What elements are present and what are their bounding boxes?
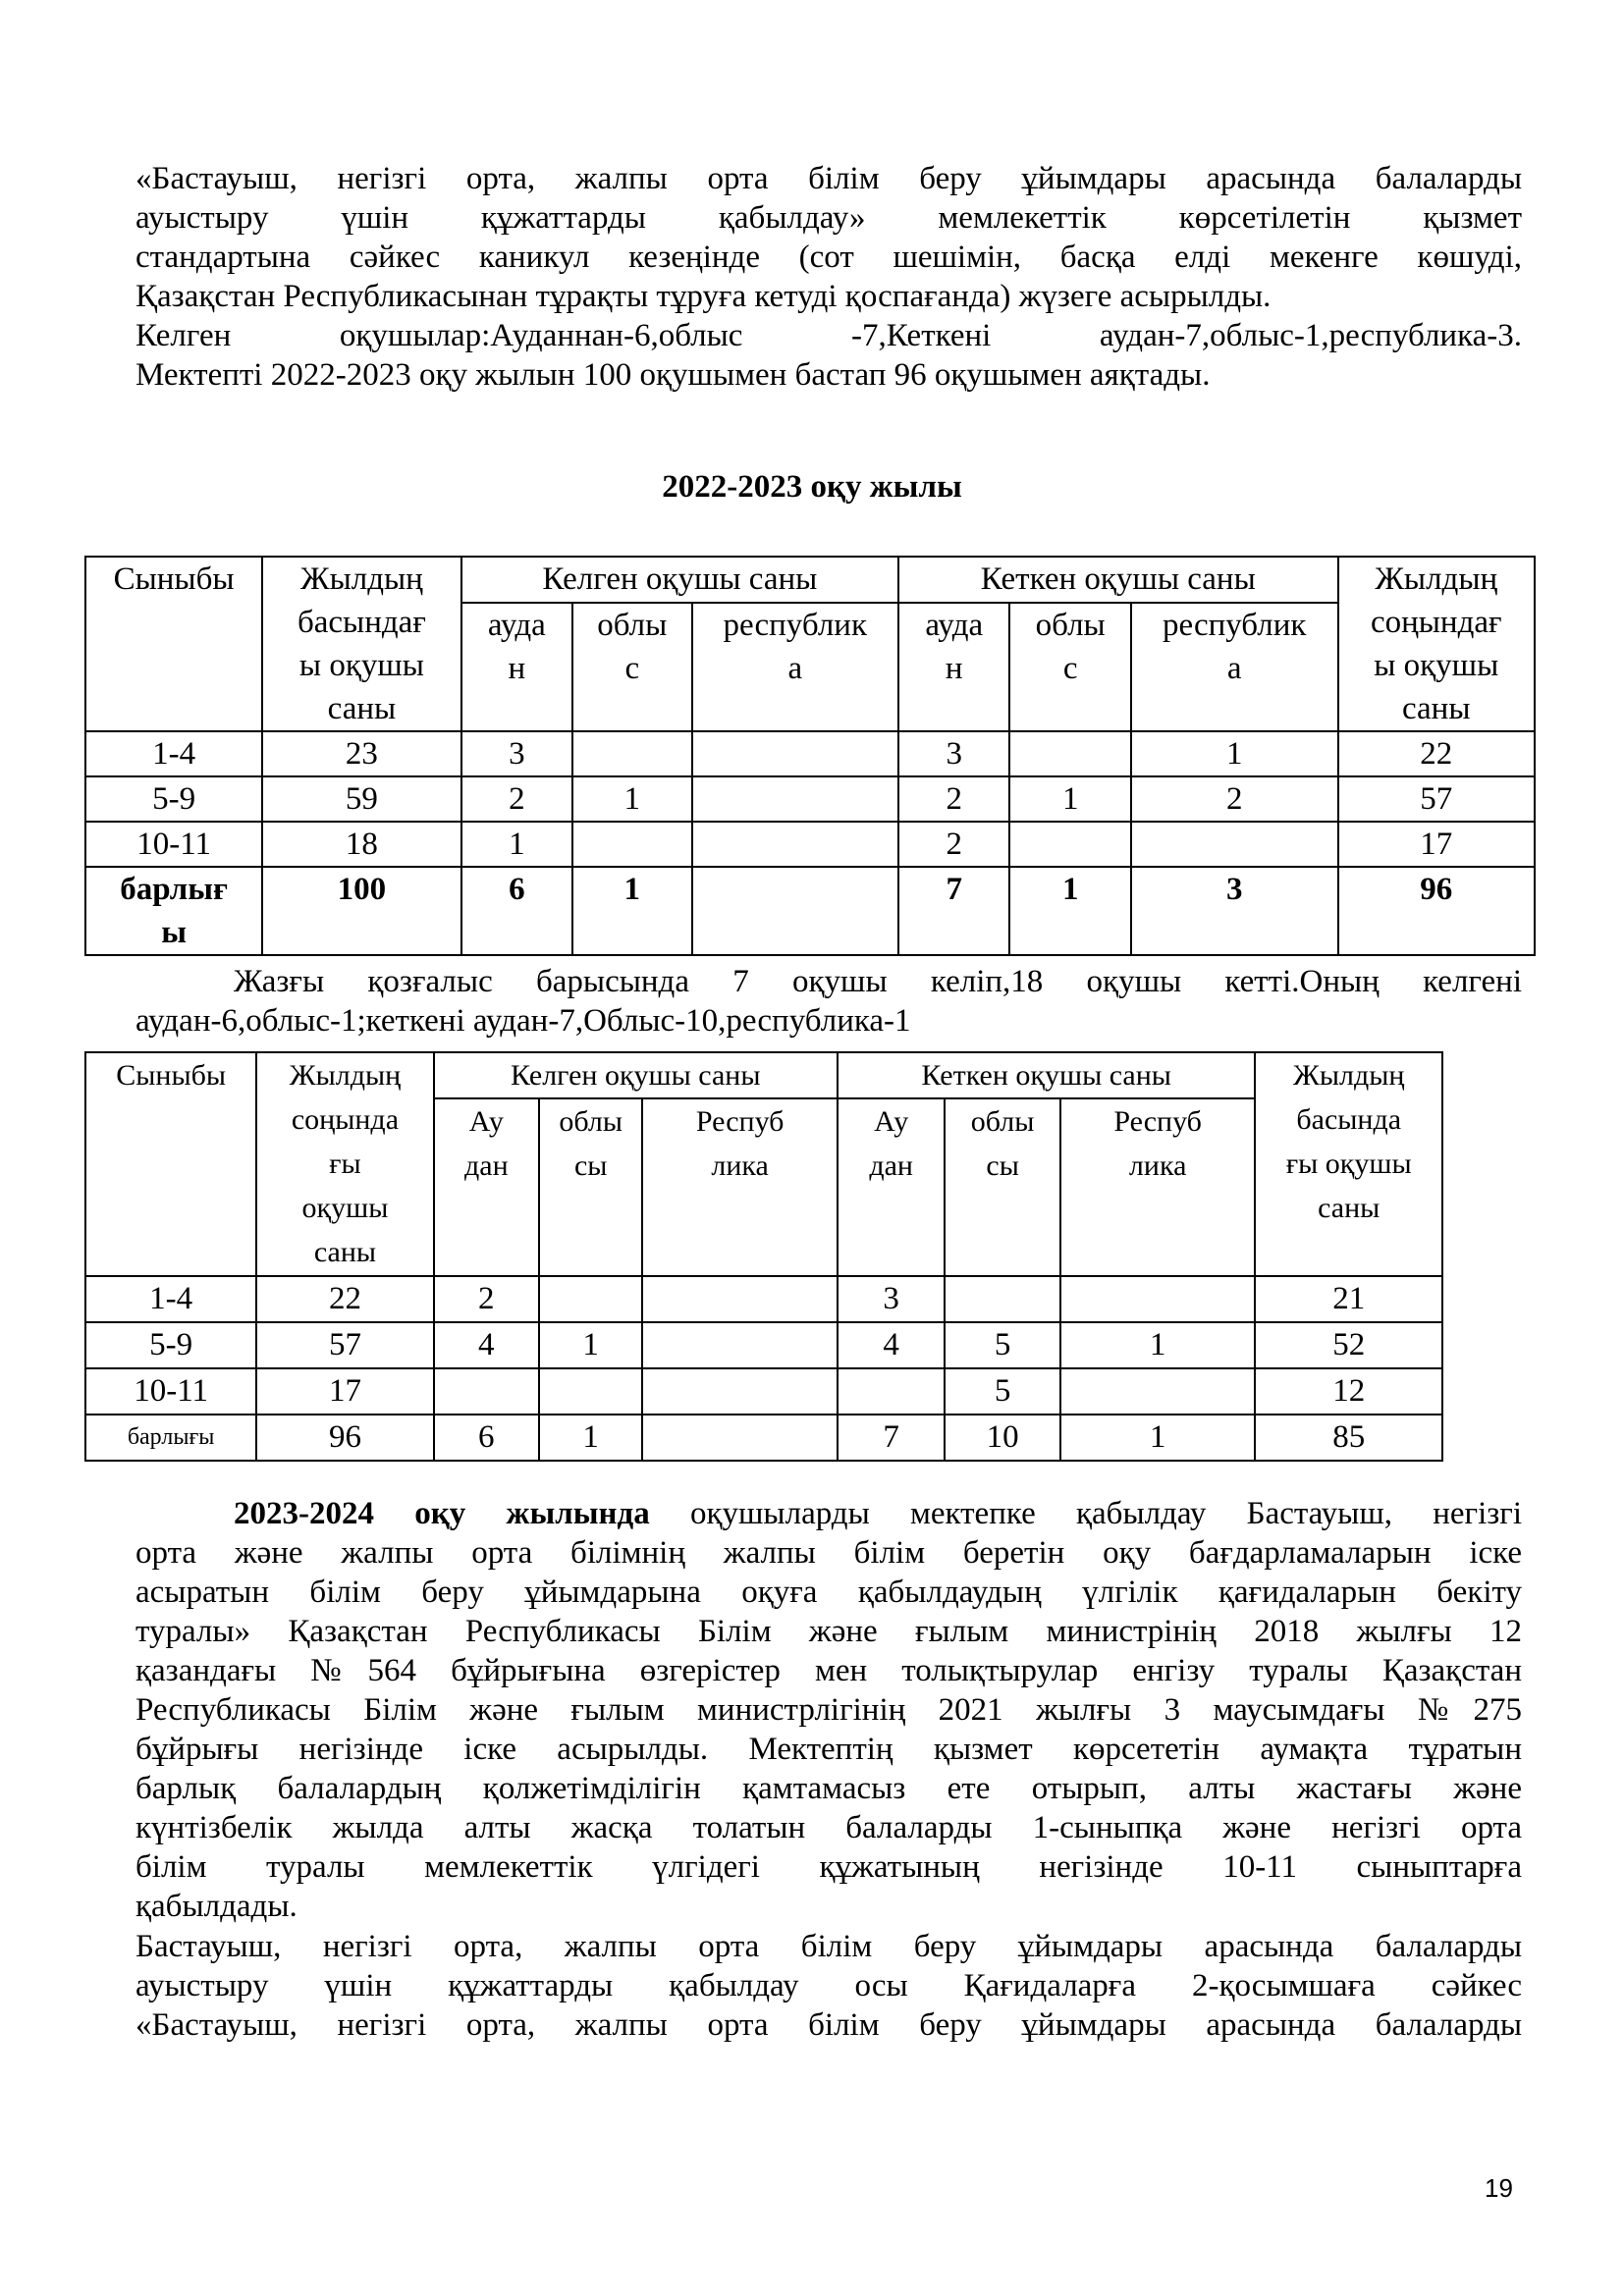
subheader-cell: облы с: [1009, 603, 1131, 731]
header-arrived: Келген оқушы саны: [461, 557, 898, 603]
cell: 23: [262, 731, 460, 776]
table-2022-2023: [84, 556, 1536, 956]
cell: 3: [461, 731, 572, 776]
subheader-cell: Респуб лика: [642, 1098, 838, 1276]
cell: 2: [898, 776, 1009, 822]
header-text: Жылдың: [1375, 561, 1498, 597]
header-text: саны: [1401, 691, 1471, 726]
cell: [1060, 1368, 1256, 1415]
header-text: ы оқушы: [1374, 648, 1499, 683]
table-row: [85, 776, 1535, 822]
cell: [642, 1322, 838, 1368]
cell: 3: [898, 731, 1009, 776]
cell: 85: [1255, 1415, 1442, 1461]
transfer-line: «Бастауыш, негізгі орта, жалпы орта білім беру ұйымдары арасында балаларды: [135, 2007, 1522, 2043]
cell: [642, 1415, 838, 1461]
cell: 100: [262, 867, 460, 955]
header-year-end: [256, 1052, 433, 1276]
table-row: [85, 1322, 1442, 1368]
cell: 3: [838, 1276, 945, 1322]
cell: [1060, 1276, 1256, 1322]
cell: [539, 1276, 642, 1322]
table-row: [85, 1276, 1442, 1322]
intro-line: Мектепті 2022-2023 оқу жылын 100 оқушымен бастап 96 оқушымен аяқтады.: [135, 357, 1211, 393]
cell: 5: [945, 1368, 1060, 1415]
cell: 5-9: [85, 1322, 256, 1368]
subheader-cell: республик а: [1131, 603, 1338, 731]
header-class: Сыныбы: [85, 1052, 256, 1276]
header-text: саны: [1318, 1192, 1380, 1224]
intro-line: Қазақстан Республикасынан тұрақты тұруға кетуді қоспағанда) жүзеге асырылды.: [135, 279, 1272, 314]
table-summer-movement: [84, 1051, 1443, 1462]
header-text: басында: [1296, 1103, 1402, 1136]
cell: 5: [945, 1322, 1060, 1368]
admission-line: [135, 1494, 1522, 1533]
cell: [572, 822, 691, 867]
header-year-end: [1338, 557, 1536, 731]
cell: 6: [434, 1415, 539, 1461]
cell: 1: [461, 822, 572, 867]
header-left: Кеткен оқушы саны: [898, 557, 1337, 603]
subheader-cell: облы сы: [945, 1098, 1060, 1276]
cell: 52: [1255, 1322, 1442, 1368]
table-total-row: [85, 1415, 1442, 1461]
admission-lead-bold: 2023-2024 оқу жылында: [234, 1496, 650, 1531]
cell: [692, 731, 899, 776]
transfer-paragraph: [135, 1927, 1522, 2045]
subheader-cell: Ау дан: [838, 1098, 945, 1276]
subheader-cell: облы сы: [539, 1098, 642, 1276]
cell: [1009, 731, 1131, 776]
header-year-start: [262, 557, 460, 731]
transfer-line: Бастауыш, негізгі орта, жалпы орта білім беру ұйымдары арасында балаларды: [135, 1929, 1522, 1964]
cell: барлығ ы: [85, 867, 262, 955]
cell: 10-11: [85, 1368, 256, 1415]
cell: барлығы: [85, 1415, 256, 1461]
admission-line: білім туралы мемлекеттік үлгідегі құжатының негізінде 10-11 сыныптарға: [135, 1849, 1522, 1885]
cell: 1: [572, 776, 691, 822]
cell: 1: [572, 867, 691, 955]
intro-line: «Бастауыш, негізгі орта, жалпы орта білім беру ұйымдары арасында балаларды: [135, 161, 1522, 196]
cell: 5-9: [85, 776, 262, 822]
transfer-line: ауыстыру үшін құжаттарды қабылдау осы Қағидаларға 2-қосымшаға сәйкес: [135, 1968, 1522, 2003]
cell: 22: [256, 1276, 433, 1322]
header-text: ы оқушы: [298, 648, 424, 683]
cell: 10-11: [85, 822, 262, 867]
cell: 2: [1131, 776, 1338, 822]
cell: 2: [898, 822, 1009, 867]
intro-paragraph: [135, 159, 1522, 395]
subheader-cell: Ау дан: [434, 1098, 539, 1276]
cell: [642, 1276, 838, 1322]
header-text: саны: [313, 1236, 377, 1268]
admission-line: асыратын білім беру ұйымдарына оқуға қабылдаудың үлгілік қағидаларын бекіту: [135, 1575, 1522, 1610]
header-text: соңындағ: [1370, 605, 1502, 640]
cell: [945, 1276, 1060, 1322]
subheader-cell: Респуб лика: [1060, 1098, 1256, 1276]
header-class: Сыныбы: [85, 557, 262, 731]
subheader-cell: республик а: [692, 603, 899, 731]
summer-line: аудан-6,облыс-1;кеткені аудан-7,Облыс-10,республика-1: [135, 1003, 911, 1039]
admission-line: қазандағы №564 бұйрығына өзгерістер мен толықтырулар енгізу туралы Қазақстан: [135, 1653, 1522, 1688]
admission-paragraph: [135, 1494, 1522, 1926]
admission-line: орта және жалпы орта білімнің жалпы білім беретін оқу бағдарламаларын іске: [135, 1535, 1522, 1571]
cell: [642, 1368, 838, 1415]
cell: 57: [1338, 776, 1536, 822]
header-text: соңында: [291, 1103, 400, 1136]
cell: 1: [539, 1322, 642, 1368]
cell: 96: [1338, 867, 1536, 955]
table-row: [85, 822, 1535, 867]
cell: 7: [838, 1415, 945, 1461]
table-row: [85, 731, 1535, 776]
cell: 1-4: [85, 1276, 256, 1322]
cell: [692, 776, 899, 822]
intro-line: Келген оқушылар:Ауданнан-6,облыс -7,Кеткені аудан-7,облыс-1,республика-3.: [135, 318, 1522, 353]
cell: 1: [539, 1415, 642, 1461]
cell: 1: [1009, 867, 1131, 955]
admission-lead-rest: оқушыларды мектепке қабылдау Бастауыш, негізгі: [649, 1496, 1522, 1531]
cell: 1: [1009, 776, 1131, 822]
cell: 1-4: [85, 731, 262, 776]
table-total-row: [85, 867, 1535, 955]
cell: 1: [1060, 1322, 1256, 1368]
cell: 59: [262, 776, 460, 822]
intro-line: стандартына сәйкес каникул кезеңінде (сот шешімін, басқа елді мекенге көшуді,: [135, 240, 1522, 275]
cell: 3: [1131, 867, 1338, 955]
page-number: 19: [1485, 2173, 1513, 2203]
admission-line: күнтізбелік жылда алты жасқа толатын балаларды 1-сыныпқа және негізгі орта: [135, 1810, 1522, 1845]
header-arrived: Келген оқушы саны: [434, 1052, 838, 1098]
admission-line: Республикасы Білім және ғылым министрлігінің 2021 жылғы 3 маусымдағы №275: [135, 1692, 1522, 1728]
cell: [838, 1368, 945, 1415]
table-row: [85, 1368, 1442, 1415]
admission-line: барлық балалардың қолжетімділігін қамтамасыз ете отырып, алты жастағы және: [135, 1771, 1522, 1806]
summer-line: Жазғы қозғалыс барысында 7 оқушы келіп,18 оқушы кетті.Оның келгені: [234, 964, 1522, 999]
header-text: оқушы: [301, 1192, 389, 1224]
header-year-start: [1255, 1052, 1442, 1276]
section-title: 2022-2023 оқу жылы: [662, 469, 962, 505]
cell: [692, 867, 899, 955]
cell: 17: [1338, 822, 1536, 867]
cell: [572, 731, 691, 776]
cell: 4: [434, 1322, 539, 1368]
header-text: саны: [327, 691, 397, 726]
header-text: Жылдың: [300, 561, 423, 597]
subheader-cell: облы с: [572, 603, 691, 731]
admission-line: қабылдады.: [135, 1889, 298, 1924]
cell: 6: [461, 867, 572, 955]
cell: 1: [1060, 1415, 1256, 1461]
cell: 2: [461, 776, 572, 822]
cell: [434, 1368, 539, 1415]
cell: 22: [1338, 731, 1536, 776]
admission-line: бұйрығы негізінде іске асырылды. Мектептің қызмет көрсететін аумақта тұратын: [135, 1732, 1522, 1767]
subheader-cell: ауда н: [898, 603, 1009, 731]
cell: 4: [838, 1322, 945, 1368]
admission-line: туралы» Қазақстан Республикасы Білім және ғылым министрінің 2018 жылғы 12: [135, 1614, 1522, 1649]
cell: 18: [262, 822, 460, 867]
cell: 7: [898, 867, 1009, 955]
cell: 57: [256, 1322, 433, 1368]
cell: 10: [945, 1415, 1060, 1461]
cell: [1131, 822, 1338, 867]
cell: [692, 822, 899, 867]
header-left: Кеткен оқушы саны: [838, 1052, 1256, 1098]
header-text: Жылдың: [1292, 1059, 1405, 1092]
cell: [1009, 822, 1131, 867]
cell: 12: [1255, 1368, 1442, 1415]
header-text: Жылдың: [289, 1059, 402, 1092]
cell: 21: [1255, 1276, 1442, 1322]
summer-paragraph: [135, 962, 1522, 1041]
intro-line: ауыстыру үшін құжаттарды қабылдау» мемлекеттік көрсетілетін қызмет: [135, 200, 1522, 236]
cell: 2: [434, 1276, 539, 1322]
header-text: басындағ: [297, 605, 426, 640]
cell: 96: [256, 1415, 433, 1461]
header-text: ғы оқушы: [1285, 1148, 1412, 1180]
cell: 17: [256, 1368, 433, 1415]
header-text: ғы: [329, 1148, 361, 1180]
cell: [539, 1368, 642, 1415]
cell: 1: [1131, 731, 1338, 776]
subheader-cell: ауда н: [461, 603, 572, 731]
